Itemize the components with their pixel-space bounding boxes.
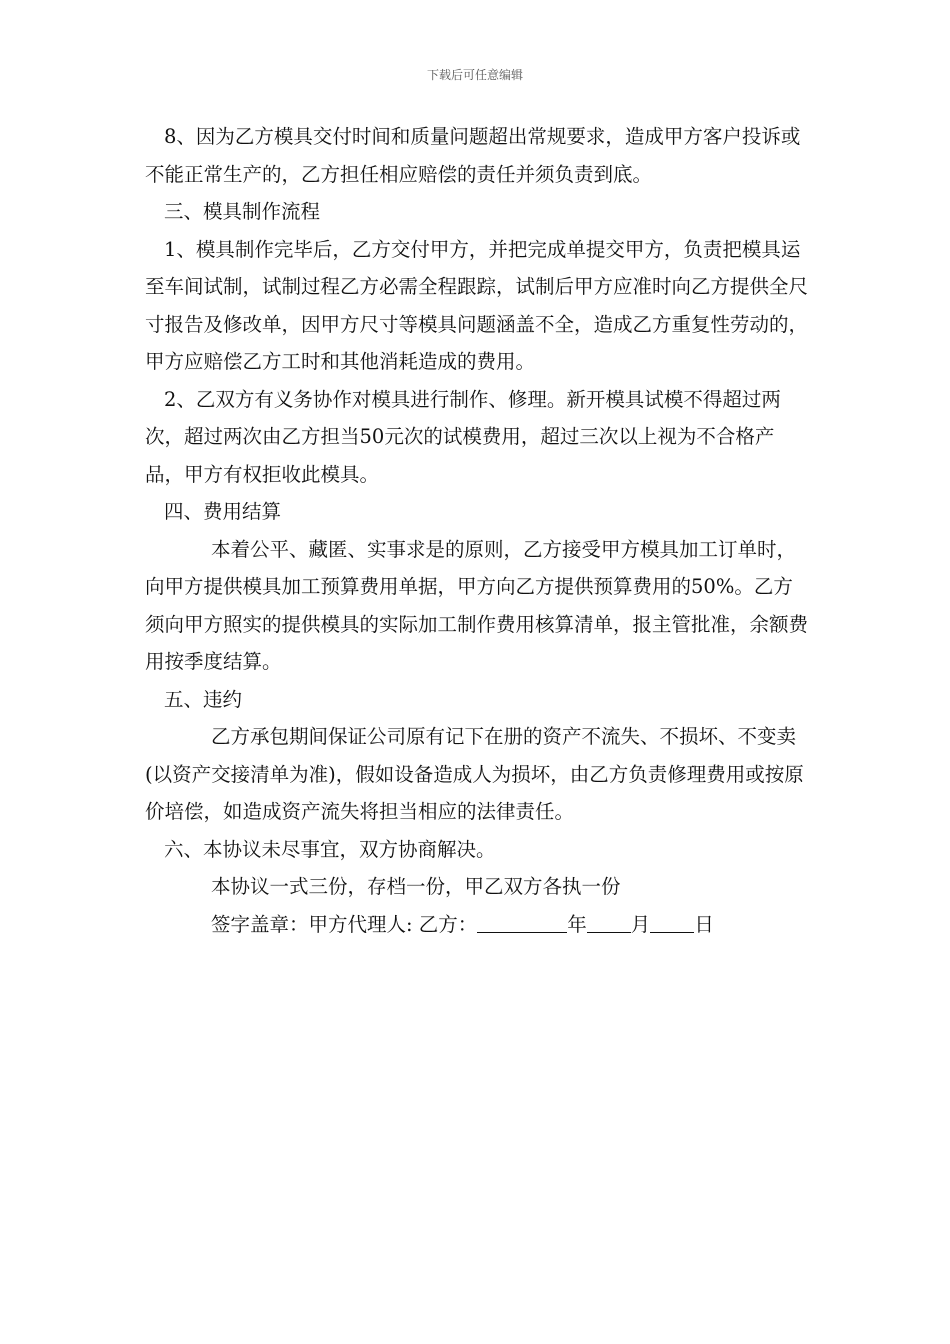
signature-label: 签字盖章：甲方代理人: 乙方：: [211, 912, 478, 936]
section-5-body: 乙方承包期间保证公司原有记下在册的资产不流失、不损坏、不变卖(以资产交接清单为准)，假如设备造成人为损坏，由乙方负责修理费用或按原价培偿，如造成资产流失将担当相应的法律责任。: [145, 725, 804, 823]
section-3-item-2: 2、乙双方有义务协作对模具进行制作、修理。新开模具试模不得超过两次，超过两次由乙方担当50元次的试模费用，超过三次以上视为不合格产品，甲方有权拒收此模具。: [145, 387, 781, 486]
month-label: 月: [630, 912, 651, 936]
year-blank: [477, 908, 567, 933]
year-label: 年: [567, 912, 587, 936]
section-4-body: 本着公平、藏匿、实事求是的原则，乙方接受甲方模具加工订单时，向甲方提供模具加工预算费用单据，甲方向乙方提供预算费用的50%。乙方须向甲方照实的提供模具的实际加工制作费用核算清单，报主管批准，余额费用按季度结算。: [145, 537, 809, 673]
section-6-heading: 六、本协议未尽事宜，双方协商解决。: [164, 837, 496, 861]
day-label: 日: [694, 912, 714, 936]
page-header: 下载后可任意编辑: [426, 68, 523, 82]
copies-note: 本协议一式三份，存档一份，甲乙双方各执一份: [211, 875, 621, 898]
section-3-item-1: 1、模具制作完毕后，乙方交付甲方，并把完成单提交甲方，负责把模具运至车间试制，试制过程乙方必需全程跟踪，试制后甲方应准时向乙方提供全尺寸报告及修改单，因甲方尺寸等模具问题涵盖不全，造成乙方重复性劳动的，甲方应赔偿乙方工时和其他消耗造成的费用。: [145, 237, 809, 373]
day-blank: [650, 908, 694, 933]
section-4-heading: 四、费用结算: [164, 500, 282, 523]
month-blank: [587, 908, 631, 933]
section-5-heading: 五、违约: [164, 687, 243, 711]
document-body: [145, 118, 810, 943]
section-3-heading: 三、模具制作流程: [164, 200, 321, 223]
signature-line: [145, 906, 810, 944]
clause-8: 8、因为乙方模具交付时间和质量问题超出常规要求，造成甲方客户投诉或不能正常生产的，乙方担任相应赔偿的责任并须负责到底。: [145, 125, 801, 186]
